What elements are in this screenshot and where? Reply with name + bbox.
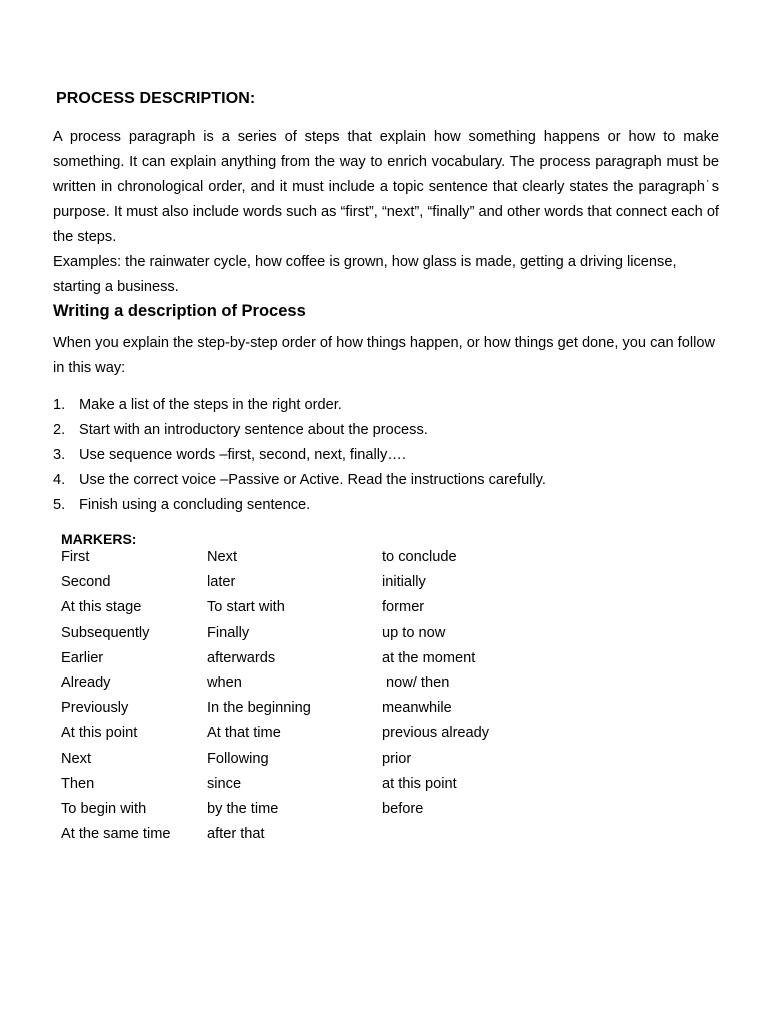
list-item	[53, 443, 719, 468]
marker-word: At the same time	[61, 826, 171, 843]
step-number: 2.	[53, 422, 66, 438]
page-title: PROCESS DESCRIPTION:	[56, 90, 256, 107]
list-item	[53, 468, 719, 493]
marker-word: at this point	[382, 775, 457, 792]
intro-paragraph: A process paragraph is a series of steps that explain how something happens or how to make something. It can explain anything from the way to enrich vocabulary. The process paragraph must be written in chronological order, and it must include a topic sentence that clearly states the paragraph˙s purpose. It must also include words such as “first”, “next”, “finally” and other words that connect each of the steps.	[53, 129, 719, 245]
marker-word: Subsequently	[61, 624, 150, 641]
marker-word: Second	[61, 574, 111, 591]
step-text: Use sequence words –first, second, next, finally….	[79, 447, 406, 463]
marker-word: since	[207, 775, 242, 792]
marker-word: up to now	[382, 624, 446, 641]
step-number: 3.	[53, 447, 66, 463]
marker-word: to conclude	[382, 549, 457, 565]
marker-word: by the time	[207, 801, 279, 818]
marker-word: To begin with	[61, 801, 147, 818]
step-number: 4.	[53, 472, 66, 488]
marker-word: Previously	[61, 700, 129, 717]
steps-list	[53, 393, 719, 518]
marker-word: previous already	[382, 725, 490, 742]
markers-title: MARKERS:	[61, 531, 137, 547]
marker-word: now/ then	[382, 675, 450, 692]
markers-column-3	[382, 545, 489, 822]
section-intro: When you explain the step-by-step order of how things happen, or how things get done, you can follow in this way:	[53, 335, 715, 376]
marker-word: after that	[207, 826, 265, 843]
list-item	[53, 393, 719, 418]
marker-word: prior	[382, 750, 412, 767]
examples-paragraph: Examples: the rainwater cycle, how coffee is grown, how glass is made, getting a driving license, starting a business.	[53, 254, 677, 295]
marker-word: At this point	[61, 725, 138, 742]
marker-word: former	[382, 599, 425, 616]
list-item	[53, 493, 719, 518]
marker-word: At this stage	[61, 599, 142, 616]
marker-word: later	[207, 574, 236, 591]
marker-word: afterwards	[207, 649, 276, 666]
marker-word: when	[207, 675, 242, 692]
step-text: Use the correct voice –Passive or Active. Read the instructions carefully.	[79, 472, 546, 488]
marker-word: initially	[382, 574, 426, 591]
marker-word: Following	[207, 750, 269, 767]
marker-word: meanwhile	[382, 700, 452, 717]
marker-word: In the beginning	[207, 700, 311, 717]
step-number: 5.	[53, 497, 66, 513]
step-text: Start with an introductory sentence about the process.	[79, 422, 428, 438]
marker-word: before	[382, 801, 424, 818]
marker-word: At that time	[207, 725, 281, 742]
markers-column-2	[207, 545, 311, 847]
section-heading: Writing a description of Process	[53, 302, 306, 320]
marker-word: First	[61, 549, 90, 565]
list-item	[53, 418, 719, 443]
marker-word: Next	[207, 549, 238, 565]
marker-word: at the moment	[382, 649, 476, 666]
step-number: 1.	[53, 397, 66, 413]
marker-word: Next	[61, 750, 92, 767]
marker-word: To start with	[207, 599, 285, 616]
step-text: Finish using a concluding sentence.	[79, 497, 311, 513]
marker-word: Earlier	[61, 649, 104, 666]
marker-word: Finally	[207, 624, 250, 641]
step-text: Make a list of the steps in the right order.	[79, 397, 342, 413]
markers-column-1	[61, 545, 171, 847]
marker-word: Already	[61, 675, 111, 692]
marker-word: Then	[61, 775, 95, 792]
